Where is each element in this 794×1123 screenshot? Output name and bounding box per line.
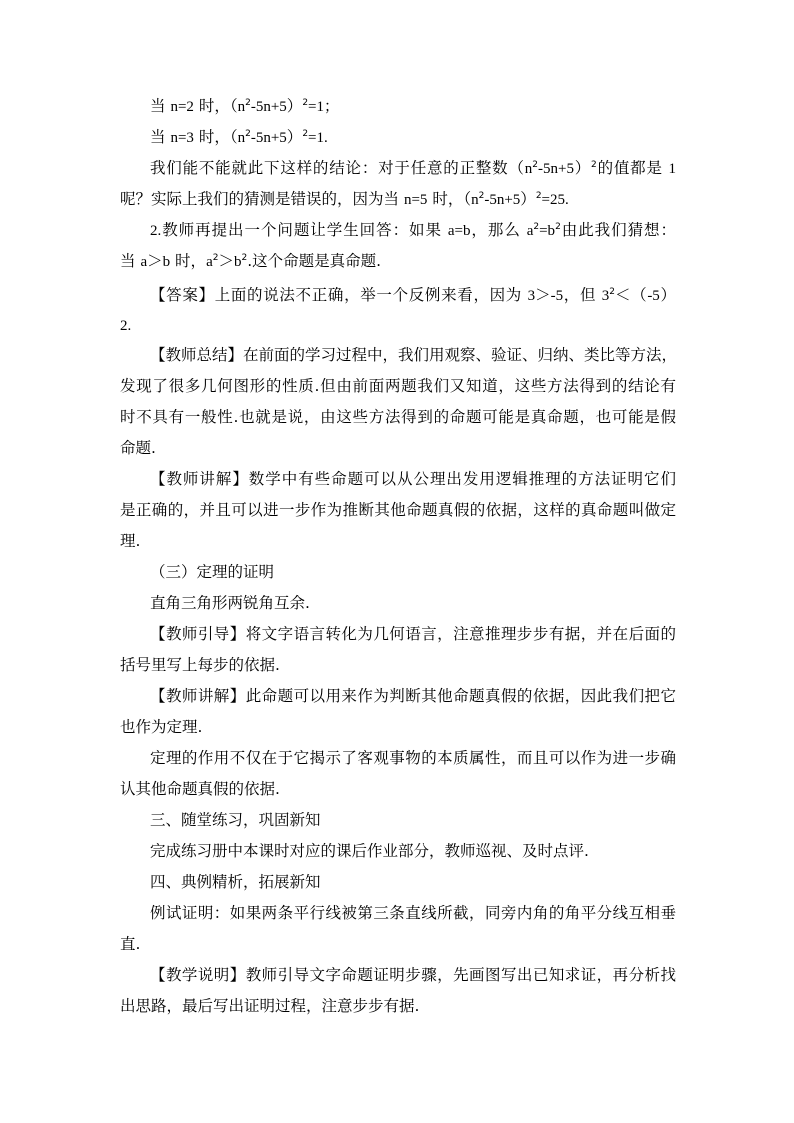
text-run: 直角三角形两锐角互余. xyxy=(150,594,310,612)
text-run: n=5 xyxy=(403,192,428,208)
text-run: =1； xyxy=(308,99,340,115)
text-run: 3 xyxy=(601,288,610,304)
text-line xyxy=(150,841,589,861)
text-line xyxy=(120,655,280,675)
text-run: 发现了很多几何图形的性质.但由前面两题我们又知道，这些方法得到的结论有 xyxy=(120,377,676,395)
section-heading xyxy=(150,810,321,830)
text-run: 【教学说明】教师引导文字命题证明步骤，先画图写出已知求证，再分析找 xyxy=(150,966,676,984)
superscript: 2 xyxy=(591,160,597,170)
text-line xyxy=(120,934,140,954)
text-run: -5n+5 xyxy=(484,192,521,208)
text-run: a xyxy=(140,254,148,270)
text-run: 时，（ xyxy=(193,97,238,115)
text-run: a xyxy=(206,254,213,270)
text-run: -5 xyxy=(550,288,564,304)
text-run: 【教师引导】将文字语言转化为几何语言，注意推理步步有据，并在后面的 xyxy=(150,625,676,643)
superscript: 2 xyxy=(302,129,309,139)
text-run: 教师再提出一个问题让学生回答：如果 xyxy=(161,221,448,239)
superscript: 2 xyxy=(241,253,248,263)
text-run: ） xyxy=(520,190,536,208)
superscript: 2 xyxy=(532,160,538,170)
text-run: n=3 xyxy=(170,130,194,146)
text-line xyxy=(120,779,280,799)
text-run: -5n+5 xyxy=(250,99,287,115)
text-run: 1 xyxy=(668,161,676,177)
text-run: 时，（ xyxy=(193,128,238,146)
text-run: n xyxy=(524,161,533,177)
text-line xyxy=(150,158,676,179)
superscript: 2 xyxy=(245,98,251,108)
superscript: 2 xyxy=(535,191,542,201)
text-run: 出思路，最后写出证明过程，注意步步有据. xyxy=(120,997,420,1015)
superscript: 2 xyxy=(245,129,251,139)
text-run: ＞ xyxy=(218,252,234,270)
text-run: 直. xyxy=(120,935,141,953)
text-run: （三）定理的证明 xyxy=(150,563,275,581)
text-run: 【教师总结】在前面的学习过程中，我们用观察、验证、归纳、类比等方法， xyxy=(150,346,678,364)
text-line xyxy=(120,315,131,336)
text-line xyxy=(150,686,676,706)
text-run: 我们能不能就此下这样的结论：对于任意的正整数（ xyxy=(150,159,525,177)
text-run: 三、随堂练习，巩固新知 xyxy=(150,811,321,829)
superscript: 2 xyxy=(212,253,219,263)
text-run: 时不具有一般性.也就是说，由这些方法得到的命题可能是真命题，也可能是假 xyxy=(120,408,676,426)
text-run: 2. xyxy=(120,318,132,334)
text-run: .这个命题是真命题. xyxy=(247,252,382,270)
section-heading xyxy=(150,872,321,892)
text-run: 3 xyxy=(527,288,536,304)
text-line xyxy=(150,127,328,148)
text-run: 由此我们猜想： xyxy=(560,221,676,239)
superscript: 2 xyxy=(533,222,540,232)
text-line xyxy=(120,717,202,737)
text-run: ，那么 xyxy=(470,221,527,239)
text-run: ） xyxy=(286,97,303,115)
text-run: n=2 xyxy=(170,99,194,115)
text-run: 例试证明：如果两条平行线被第三条直线所截，同旁内角的角平分线互相垂 xyxy=(150,904,676,922)
text-line xyxy=(120,996,419,1016)
text-run: a=b xyxy=(447,223,471,239)
text-run: 时， xyxy=(170,252,207,270)
text-run: 【答案】上面的说法不正确，举一个反例来看，因为 xyxy=(150,286,528,304)
text-run: =1. xyxy=(308,130,328,146)
text-run: 【教师讲解】此命题可以用来作为判断其他命题真假的依据，因此我们把它 xyxy=(150,687,676,705)
text-run: -5n+5 xyxy=(537,161,574,177)
text-line xyxy=(150,965,676,985)
text-run: =25. xyxy=(541,192,569,208)
text-line xyxy=(150,285,676,306)
text-run: 命题. xyxy=(120,439,156,457)
text-run: 理. xyxy=(120,532,141,550)
text-line xyxy=(150,593,310,613)
text-run: 认其他命题真假的依据. xyxy=(120,780,280,798)
text-line xyxy=(120,376,676,396)
text-run: ＞ xyxy=(535,286,551,304)
text-run: ＞ xyxy=(147,252,163,270)
text-run: 定理的作用不仅在于它揭示了客观事物的本质属性，而且可以作为进一步确 xyxy=(150,749,676,767)
text-run: -5 xyxy=(647,288,660,304)
section-heading xyxy=(150,562,274,582)
text-run: 四、典例精析，拓展新知 xyxy=(150,873,321,891)
text-run: 的值都是 xyxy=(596,159,669,177)
text-run: b xyxy=(162,254,171,270)
text-line xyxy=(120,189,569,210)
text-run: 完成练习册中本课时对应的课后作业部分，教师巡视、及时点评. xyxy=(150,842,589,860)
text-run: 括号里写上每步的依据. xyxy=(120,656,280,674)
text-run: n xyxy=(237,99,246,115)
text-run: a xyxy=(526,223,534,239)
text-run: 当 xyxy=(150,128,171,146)
text-run: ，但 xyxy=(563,286,602,304)
text-run: 【教师讲解】数学中有些命题可以从公理出发用逻辑推理的方法证明它们 xyxy=(150,470,676,488)
text-line xyxy=(120,500,676,520)
text-line xyxy=(120,438,156,458)
text-line xyxy=(150,469,676,489)
text-run: -5n+5 xyxy=(250,130,287,146)
text-run: n xyxy=(471,192,479,208)
text-run: =b xyxy=(539,223,556,239)
text-run: 时，（ xyxy=(427,190,472,208)
text-run: n xyxy=(237,130,246,146)
text-run: ＜（ xyxy=(614,286,648,304)
text-run: 也作为定理. xyxy=(120,718,203,736)
superscript: 2 xyxy=(555,222,561,232)
text-line xyxy=(120,251,381,272)
text-run: ） xyxy=(659,286,676,304)
text-line xyxy=(150,748,676,768)
text-line xyxy=(150,903,676,923)
superscript: 2 xyxy=(302,98,309,108)
text-run: ） xyxy=(286,128,303,146)
text-run: 2. xyxy=(150,223,162,239)
text-line xyxy=(150,220,676,241)
text-run: ） xyxy=(573,159,592,177)
text-run: b xyxy=(233,254,242,270)
text-run: 是正确的，并且可以进一步作为推断其他命题真假的依据，这样的真命题叫做定 xyxy=(120,501,676,519)
text-line xyxy=(150,96,339,117)
superscript: 2 xyxy=(478,191,485,201)
text-run: 当 xyxy=(120,252,141,270)
text-line xyxy=(150,345,676,365)
text-line xyxy=(150,624,676,644)
text-run: 呢？实际上我们的猜测是错误的，因为当 xyxy=(120,190,404,208)
superscript: 2 xyxy=(609,287,615,297)
text-run: 当 xyxy=(150,97,171,115)
text-line xyxy=(120,407,676,427)
text-line xyxy=(120,531,140,551)
